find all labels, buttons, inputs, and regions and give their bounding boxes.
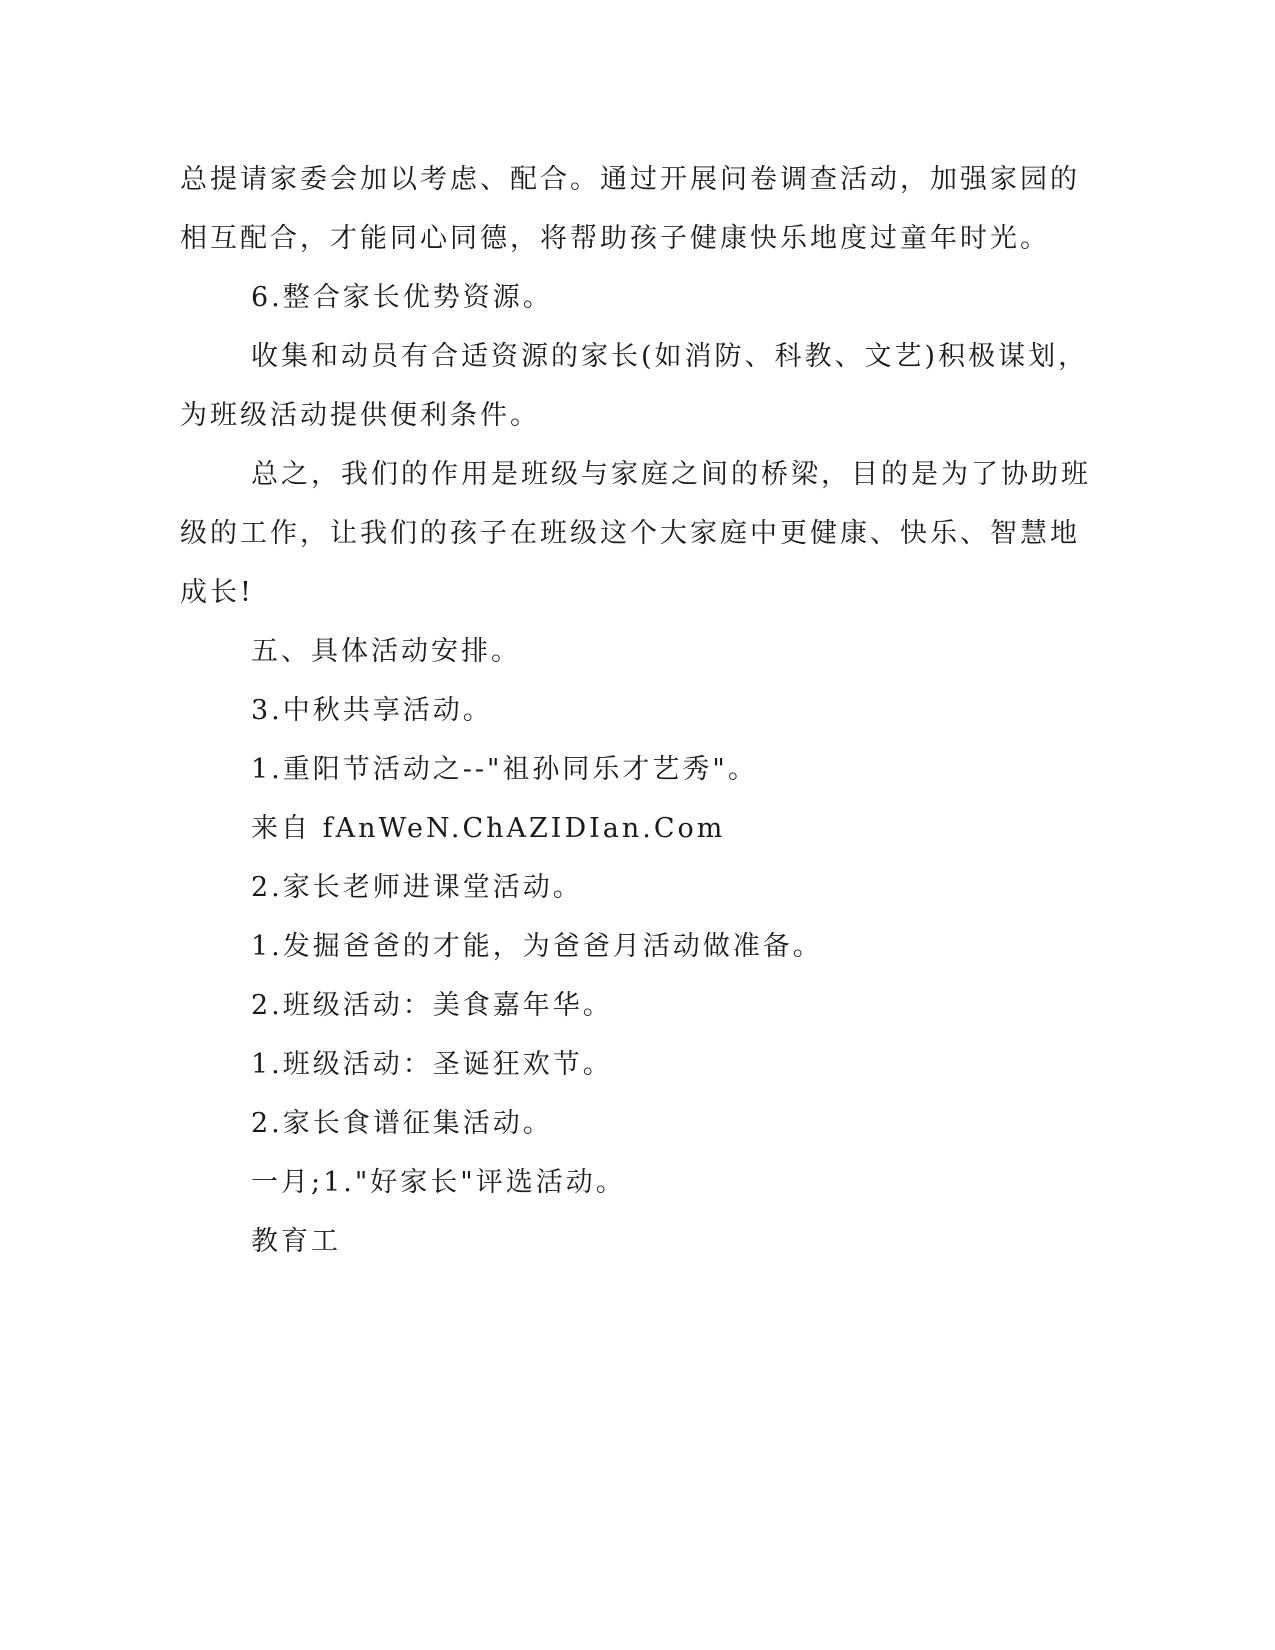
list-item: 1.班级活动：圣诞狂欢节。: [251, 1049, 613, 1080]
list-item: 一月;1."好家长"评选活动。: [251, 1167, 626, 1198]
document-body: [180, 150, 1091, 1271]
list-item: 2.班级活动：美食嘉年华。: [251, 990, 613, 1021]
text-line: 相互配合，才能同心同德，将帮助孩子健康快乐地度过童年时光。: [180, 223, 1050, 254]
text-line: 总提请家委会加以考虑、配合。通过开展问卷调查活动，加强家园的: [180, 164, 1080, 195]
text-line: 总之，我们的作用是班级与家庭之间的桥梁，目的是为了协助班: [251, 459, 1091, 490]
list-item: 1.重阳节活动之--"祖孙同乐才艺秀"。: [251, 754, 758, 785]
list-item: 3.中秋共享活动。: [251, 695, 493, 726]
text-line: 收集和动员有合适资源的家长(如消防、科教、文艺)积极谋划，: [251, 341, 1089, 372]
section-heading: 五、具体活动安排。: [251, 636, 521, 667]
source-line: 来自 fAnWeN.ChAZIDIan.Com: [251, 813, 726, 844]
list-item: 2.家长老师进课堂活动。: [251, 872, 583, 903]
list-item: 2.家长食谱征集活动。: [251, 1108, 553, 1139]
text-line: 为班级活动提供便利条件。: [180, 400, 540, 431]
text-line: 成长!: [180, 577, 254, 608]
text-line: 6.整合家长优势资源。: [251, 282, 553, 313]
list-item: 1.发掘爸爸的才能，为爸爸月活动做准备。: [251, 931, 823, 962]
text-line: 级的工作，让我们的孩子在班级这个大家庭中更健康、快乐、智慧地: [180, 518, 1080, 549]
text-line: 教育工: [251, 1226, 341, 1257]
